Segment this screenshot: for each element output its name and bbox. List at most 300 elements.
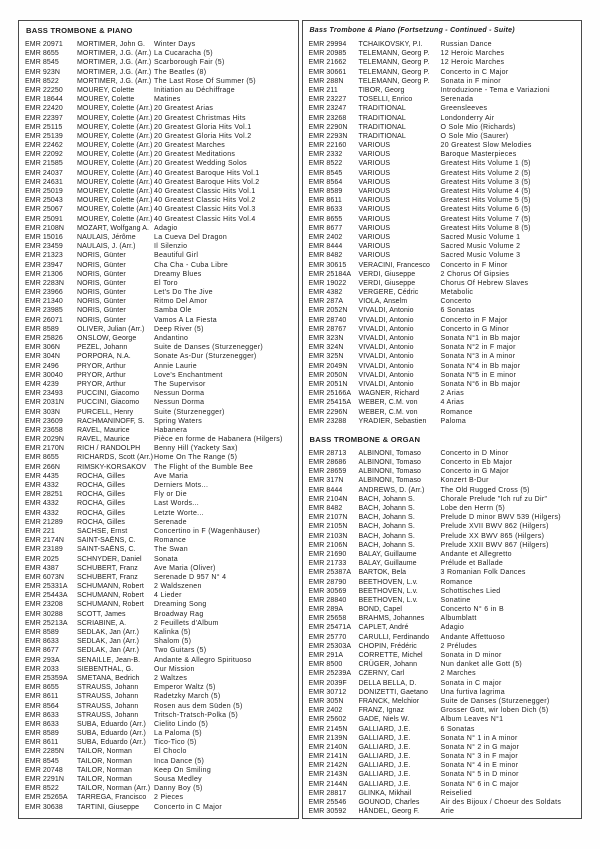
catalog-row — [309, 49, 577, 58]
catalog-row — [309, 725, 577, 734]
emr-number: EMR 289A — [308, 606, 344, 614]
title: Sonata N°3 in A minor — [440, 353, 516, 361]
title: 20 Greatest Gloria Hits Vol.1 — [154, 123, 252, 131]
emr-number: EMR 8444 — [308, 486, 343, 494]
emr-number: EMR 18644 — [25, 96, 63, 104]
emr-number: EMR 23268 — [308, 114, 347, 122]
catalog-row — [25, 132, 293, 141]
composer: OLIVER, Julian (Arr.) — [77, 325, 145, 333]
title: The Old Rugged Cross (5) — [440, 486, 530, 494]
title: Tico-Tico (5) — [154, 739, 197, 747]
title: Greatest Hits Volume 8 (5) — [440, 224, 531, 232]
catalog-row — [25, 766, 293, 775]
title: Nun danket alle Gott (5) — [440, 661, 523, 669]
catalog-row — [25, 242, 293, 251]
composer: CORRETTE, Michel — [358, 652, 423, 659]
catalog-row — [309, 242, 577, 251]
emr-number: EMR 23658 — [25, 426, 63, 434]
title: Suite de Danses (Sturzenegger) — [154, 344, 263, 352]
catalog-row — [25, 793, 293, 802]
composer: SENAILLE, Jean-B. — [77, 656, 141, 664]
emr-number: EMR 8633 — [25, 711, 59, 719]
composer: VIVALDI, Antonio — [358, 335, 414, 342]
composer: MOUREY, Colette (Arr.) — [77, 123, 153, 131]
title: Serenade — [154, 518, 187, 526]
composer: RIMSKY-KORSAKOV — [77, 463, 147, 471]
catalog-row — [25, 306, 293, 315]
title: Sonata in F minor — [440, 77, 501, 85]
emr-number: EMR 25770 — [308, 633, 347, 641]
composer: BRAHMS, Johannes — [358, 615, 425, 623]
emr-number: EMR 8677 — [25, 647, 59, 655]
composer: CZERNY, Carl — [358, 670, 405, 678]
composer: RAVEL, Maurice — [77, 426, 130, 434]
title: Radetzky March (5) — [154, 693, 221, 701]
composer: NORIS, Günter — [77, 270, 126, 278]
catalog-row — [25, 628, 293, 637]
composer: MORTIMER, J.G. (Arr.) — [77, 68, 152, 76]
emr-number: EMR 25139 — [25, 132, 63, 140]
catalog-row — [309, 187, 577, 196]
title: 4 Arias — [440, 399, 464, 407]
composer: VARIOUS — [358, 233, 391, 241]
catalog-row — [25, 729, 293, 738]
composer: VIVALDI, Antonio — [358, 325, 414, 333]
title: Fly or Die — [154, 491, 187, 499]
catalog-row — [309, 495, 577, 504]
emr-number: EMR 21306 — [25, 270, 63, 278]
composer: PEZEL, Johann — [77, 344, 128, 352]
emr-number: EMR 2283N — [25, 279, 65, 287]
emr-number: EMR 8655 — [25, 50, 59, 58]
emr-number: EMR 25091 — [25, 215, 63, 223]
catalog-row — [309, 679, 577, 688]
title: Home On The Range (5) — [154, 454, 238, 462]
emr-number: EMR 22397 — [25, 114, 63, 122]
title: Sonate As-Dur (Sturzenegger) — [154, 353, 257, 361]
title: Greensleeves — [440, 105, 488, 113]
title: Sonata N° 3 in F major — [440, 753, 518, 761]
emr-number: EMR 305N — [308, 697, 344, 705]
title: Shalom (5) — [154, 638, 192, 646]
emr-number: EMR 2033 — [25, 665, 59, 673]
title: Andante & Allegro Spirituoso — [154, 656, 252, 664]
catalog-row — [25, 481, 293, 490]
emr-number: EMR 2496 — [25, 362, 59, 370]
emr-number: EMR 22160 — [308, 142, 347, 150]
composer: GADE, Niels W. — [358, 716, 410, 724]
title: Sonata in D minor — [440, 652, 502, 659]
catalog-row — [25, 40, 293, 49]
title: Samba Ole — [154, 307, 192, 315]
emr-number: EMR 2106N — [308, 541, 348, 549]
emr-number: EMR 25115 — [25, 123, 63, 131]
title: Concerto in G Major — [440, 468, 509, 476]
title: Benny Hill (Yackety Sax) — [154, 445, 238, 453]
title: Dreamy Blues — [154, 270, 202, 278]
emr-number: EMR 25303A — [308, 642, 352, 650]
title: Sonata — [154, 555, 178, 563]
emr-number: EMR 2402 — [308, 707, 343, 715]
emr-number: EMR 25471A — [308, 624, 352, 632]
title: The Swan — [154, 546, 188, 554]
catalog-row — [25, 573, 293, 582]
title: Sonata in C major — [440, 679, 502, 687]
title: Scarborough Fair (5) — [154, 59, 225, 67]
composer: VIOLA, Anselm — [358, 298, 408, 306]
composer: VARIOUS — [358, 151, 391, 159]
title: Romance — [440, 408, 473, 416]
title: Prelude XVII BWV 862 (Hilgers) — [440, 523, 549, 531]
composer: VARIOUS — [358, 160, 391, 168]
composer: ROCHA, Gilles — [77, 518, 125, 526]
title: Prélude et Ballade — [440, 560, 504, 568]
catalog-row — [25, 784, 293, 793]
catalog-row — [25, 518, 293, 527]
emr-number: EMR 25213A — [25, 619, 68, 627]
emr-number: EMR 2025 — [25, 555, 59, 563]
emr-number: EMR 2142N — [308, 762, 348, 770]
catalog-row — [309, 780, 577, 789]
title: O Sole Mio (Saurer) — [440, 132, 509, 140]
composer: ROCHA, Gilles — [77, 482, 125, 489]
catalog-row — [25, 169, 293, 178]
emr-number: EMR 8589 — [25, 325, 59, 333]
composer: PRYOR, Arthur — [77, 362, 126, 370]
composer: VARIOUS — [358, 178, 391, 186]
catalog-row — [25, 692, 293, 701]
composer: SAINT-SAËNS, C. — [77, 537, 136, 545]
catalog-row — [25, 702, 293, 711]
title: The Beatles (8) — [154, 68, 207, 76]
catalog-row — [309, 95, 577, 104]
emr-number: EMR 2290N — [308, 123, 348, 131]
emr-number: EMR 8589 — [25, 730, 59, 738]
emr-number: EMR 2141N — [308, 753, 348, 761]
composer: TRADITIONAL — [358, 132, 406, 140]
catalog-row — [309, 798, 577, 807]
emr-number: EMR 291A — [308, 652, 344, 659]
composer: WAGNER, Richard — [358, 390, 420, 398]
title: 20 Greatest Arias — [154, 105, 214, 113]
composer: GALLIARD, J.E. — [358, 780, 411, 788]
catalog-row — [25, 600, 293, 609]
title: Prelude XXII BWV 867 (Hilgers) — [440, 541, 549, 549]
title: Last Words... — [154, 500, 200, 508]
catalog-row — [25, 343, 293, 352]
composer: VIVALDI, Antonio — [358, 307, 414, 315]
title: 20 Greatest Marches — [154, 142, 226, 150]
title: Concerto in C Major — [440, 68, 509, 76]
catalog-row — [25, 757, 293, 766]
title: Greatest Hits Volume 5 (5) — [440, 197, 531, 205]
title: Winter Days — [154, 41, 196, 48]
title: Romance — [440, 578, 473, 586]
emr-number: EMR 8655 — [25, 454, 59, 462]
composer: STRAUSS, Johann — [77, 693, 139, 701]
emr-number: EMR 6073N — [25, 573, 65, 581]
emr-number: EMR 25359A — [25, 674, 68, 682]
title: Reiselied — [440, 789, 472, 797]
catalog-row — [25, 334, 293, 343]
catalog-row — [309, 389, 577, 398]
catalog-row — [309, 467, 577, 476]
catalog-row — [309, 306, 577, 315]
catalog-row — [25, 187, 293, 196]
title: Suite de Danses (Sturzenegger) — [440, 697, 550, 705]
composer: VARIOUS — [358, 252, 391, 260]
catalog-row — [309, 706, 577, 715]
composer: VERGERE, Cédric — [358, 289, 419, 297]
catalog-row — [25, 123, 293, 132]
emr-number: EMR 2293N — [308, 132, 348, 140]
catalog-row — [309, 660, 577, 669]
title: Initiation au Déchiffrage — [154, 86, 235, 94]
emr-number: EMR 293A — [25, 656, 60, 664]
title: Sousa Medley — [154, 776, 202, 783]
composer: GALLIARD, J.E. — [358, 743, 411, 751]
catalog-row — [25, 205, 293, 214]
title: Let's Do The Jive — [154, 289, 213, 297]
emr-number: EMR 23247 — [308, 105, 347, 113]
emr-number: EMR 25415A — [308, 399, 352, 407]
catalog-row — [25, 58, 293, 67]
title: 2 Feuillets d'Album — [154, 619, 219, 627]
emr-number: EMR 25658 — [308, 615, 347, 623]
catalog-row — [25, 610, 293, 619]
emr-number: EMR 25043 — [25, 197, 63, 205]
composer: VERACINI, Francesco — [358, 261, 431, 269]
title: Andante Affettuoso — [440, 633, 505, 641]
composer: TARTINI, Giuseppe — [77, 803, 140, 811]
composer: TRADITIONAL — [358, 105, 406, 113]
composer: VIVALDI, Antonio — [358, 380, 414, 388]
emr-number: EMR 8633 — [308, 206, 343, 214]
composer: PUCCINI, Giacomo — [77, 390, 140, 398]
title: Concertino in F (Wagenhäuser) — [154, 527, 261, 535]
catalog-row — [309, 761, 577, 770]
composer: SCHUMANN, Robert — [77, 583, 144, 591]
catalog-row — [25, 646, 293, 655]
composer: GALLIARD, J.E. — [358, 734, 411, 742]
emr-number: EMR 21289 — [25, 518, 63, 526]
emr-number: EMR 21662 — [308, 59, 347, 67]
catalog-row — [25, 775, 293, 784]
composer: MORTIMER, J.G. (Arr.) — [77, 77, 152, 85]
catalog-row — [25, 490, 293, 499]
catalog-row — [309, 178, 577, 187]
catalog-row — [309, 224, 577, 233]
rows-bass-trombone-piano — [25, 40, 293, 812]
composer: MORTIMER, John G. — [77, 41, 146, 48]
emr-number: EMR 30040 — [25, 371, 63, 379]
emr-number: EMR 8545 — [25, 757, 59, 765]
emr-number: EMR 266N — [25, 463, 61, 471]
title: Sacred Music Volume 2 — [440, 243, 521, 251]
title: Andantino — [154, 335, 189, 342]
catalog-row — [309, 279, 577, 288]
catalog-row — [25, 545, 293, 554]
catalog-row — [309, 449, 577, 458]
catalog-row — [309, 476, 577, 485]
emr-number: EMR 2108N — [25, 224, 65, 232]
emr-number: EMR 28740 — [308, 316, 347, 324]
catalog-row — [309, 623, 577, 632]
emr-number: EMR 2107N — [308, 514, 348, 522]
emr-number: EMR 2143N — [308, 771, 348, 779]
title: 2 Arias — [440, 390, 464, 398]
catalog-row — [309, 150, 577, 159]
composer: SIEBENTHAL, G. — [77, 665, 134, 673]
title: Album Leaves N°1 — [440, 716, 504, 724]
title: Deep River (5) — [154, 325, 204, 333]
emr-number: EMR 23947 — [25, 261, 63, 269]
catalog-row — [309, 715, 577, 724]
composer: TAILOR, Norman (Arr.) — [77, 785, 151, 793]
emr-number: EMR 25331A — [25, 583, 68, 591]
emr-number: EMR 287A — [308, 298, 344, 306]
emr-number: EMR 24037 — [25, 169, 63, 177]
emr-number: EMR 21733 — [308, 560, 347, 568]
catalog-row — [309, 596, 577, 605]
emr-number: EMR 2170N — [25, 445, 65, 453]
emr-number: EMR 8522 — [308, 160, 343, 168]
title: Two Guitars (5) — [154, 647, 207, 655]
emr-number: EMR 28251 — [25, 491, 63, 499]
title: Londonderry Air — [440, 114, 495, 122]
catalog-row — [25, 711, 293, 720]
title: Ritmo Del Amor — [154, 298, 208, 306]
composer: PURCELL, Henry — [77, 408, 134, 416]
title: Derniers Mots... — [154, 482, 209, 489]
composer: SEDLAK, Jan (Arr.) — [77, 638, 140, 646]
composer: YRADIER, Sebastien — [358, 417, 427, 425]
emr-number: EMR 2402 — [308, 233, 343, 241]
composer: VARIOUS — [358, 197, 391, 205]
emr-number: EMR 4332 — [25, 509, 59, 517]
emr-number: EMR 4239 — [25, 380, 59, 388]
catalog-row — [309, 770, 577, 779]
composer: MOUREY, Colette (Arr.) — [77, 206, 153, 214]
catalog-row — [309, 123, 577, 132]
emr-number: EMR 8611 — [25, 693, 59, 701]
composer: NORIS, Günter — [77, 298, 126, 306]
section-title-bass-trombone-piano: BASS TROMBONE & PIANO — [26, 26, 133, 35]
emr-number: EMR 23609 — [25, 417, 63, 425]
catalog-row — [25, 95, 293, 104]
emr-number: EMR 25546 — [308, 799, 347, 806]
composer: GALLIARD, J.E. — [358, 771, 411, 779]
emr-number: EMR 28686 — [308, 459, 347, 467]
emr-number: EMR 21585 — [25, 160, 63, 168]
emr-number: EMR 8589 — [25, 629, 59, 636]
title: The Last Rose Of Summer (5) — [154, 77, 256, 85]
catalog-column-left — [18, 20, 299, 819]
composer: NORIS, Günter — [77, 307, 126, 315]
composer: PORPORA, N.A. — [77, 353, 131, 361]
catalog-row — [309, 104, 577, 113]
title: Andante et Allegretto — [440, 550, 512, 558]
emr-number: EMR 28817 — [308, 789, 347, 797]
title: El Toro — [154, 279, 178, 287]
composer: SUBA, Eduardo (Arr.) — [77, 730, 146, 738]
composer: VERDI, Giuseppe — [358, 270, 416, 278]
catalog-row — [25, 665, 293, 674]
title: Nessun Dorma — [154, 399, 205, 407]
catalog-row — [25, 417, 293, 426]
emr-number: EMR 8564 — [25, 702, 59, 710]
composer: RICH / RANDOLPH — [77, 445, 141, 453]
title: 40 Greatest Baroque Hits Vol.1 — [154, 169, 260, 177]
emr-number: EMR 8633 — [25, 720, 59, 728]
catalog-row — [309, 270, 577, 279]
catalog-row — [309, 380, 577, 389]
emr-number: EMR 28790 — [308, 578, 347, 586]
section-title-piano-continued: Bass Trombone & Piano (Fortsetzung - Continued - Suite) — [309, 27, 515, 34]
title: Ave Maria — [154, 472, 189, 480]
title: Concerto N° 6 in B — [440, 606, 504, 614]
title: Concerto in C Major — [154, 803, 222, 811]
emr-number: EMR 25443A — [25, 592, 68, 600]
emr-number: EMR 2285N — [25, 748, 65, 756]
composer: MOUREY, Colette (Arr.) — [77, 160, 153, 168]
composer: ALBINONI, Tomaso — [358, 468, 422, 476]
catalog-row — [309, 752, 577, 761]
emr-number: EMR 23459 — [25, 243, 63, 251]
composer: DELLA BELLA, D. — [358, 679, 417, 687]
emr-number: EMR 4435 — [25, 472, 59, 480]
composer: FRANZ, Ignaz — [358, 707, 405, 715]
emr-number: EMR 28767 — [308, 325, 347, 333]
composer: BACH, Johann S. — [358, 523, 415, 531]
emr-number: EMR 28840 — [308, 596, 347, 604]
emr-number: EMR 25602 — [308, 716, 347, 724]
title: Emperor Waltz (5) — [154, 684, 216, 692]
catalog-row — [309, 132, 577, 141]
title: 12 Heroic Marches — [440, 50, 505, 58]
emr-number: EMR 22092 — [25, 151, 63, 159]
title: Sonata N°6 in Bb major — [440, 380, 521, 388]
title: Metabolic — [440, 289, 474, 297]
catalog-row — [25, 233, 293, 242]
composer: TAILOR, Norman — [77, 757, 132, 765]
catalog-row — [309, 159, 577, 168]
emr-number: EMR 29994 — [308, 41, 347, 48]
composer: STRAUSS, Johann — [77, 711, 139, 719]
title: Keep On Smiling — [154, 766, 212, 774]
emr-number: EMR 2291N — [25, 776, 65, 783]
title: Concerto in Eb Major — [440, 459, 513, 467]
composer: MOUREY, Colette — [77, 86, 135, 94]
catalog-column-right — [302, 20, 583, 819]
composer: NORIS, Günter — [77, 289, 126, 297]
emr-number: EMR 2105N — [308, 523, 348, 531]
composer: VIVALDI, Antonio — [358, 353, 414, 361]
composer: NORIS, Günter — [77, 316, 126, 324]
composer: CRÜGER, Johann — [358, 661, 418, 669]
composer: ROCHA, Gilles — [77, 491, 125, 499]
catalog-row — [25, 591, 293, 600]
catalog-row — [25, 803, 293, 812]
catalog-row — [25, 444, 293, 453]
composer: TRADITIONAL — [358, 123, 406, 131]
emr-number: EMR 8444 — [308, 243, 343, 251]
title: Arie — [440, 808, 455, 816]
composer: BACH, Johann S. — [358, 514, 415, 522]
composer: TELEMANN, Georg P. — [358, 68, 430, 76]
catalog-row — [25, 720, 293, 729]
composer: TARREGA, Francisco — [77, 794, 147, 802]
